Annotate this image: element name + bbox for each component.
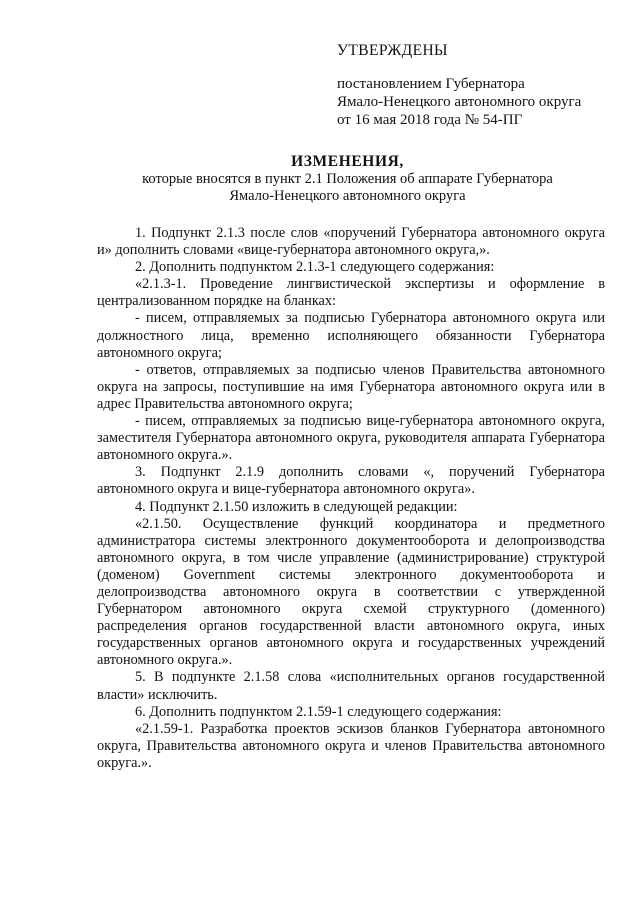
paragraph-2: 2. Дополнить подпунктом 2.1.3-1 следующего содержания:	[135, 259, 495, 276]
approval-line-3: от 16 мая 2018 года № 54-ПГ	[337, 112, 523, 128]
paragraph-3: «2.1.3-1. Проведение лингвистической экспертизы и оформление в централизованном порядке на бланках:	[97, 276, 605, 310]
document-title-block	[90, 152, 605, 205]
document-title: ИЗМЕНЕНИЯ,	[291, 153, 404, 170]
document-body	[97, 225, 605, 772]
paragraph-5: - ответов, отправляемых за подписью членов Правительства автономного округа на запросы, поступившие на имя Губернатора автономного округа или в адрес Правительства автономного округа;	[97, 361, 605, 412]
paragraph-11: 6. Дополнить подпунктом 2.1.59-1 следующего содержания:	[135, 703, 502, 720]
paragraph-1: 1. Подпункт 2.1.3 после слов «поручений Губернатора автономного округа и» дополнить словами «вице-губернатора автономного округа,».	[97, 225, 605, 259]
document-subtitle-line-1: которые вносятся в пункт 2.1 Положения об аппарате Губернатора	[142, 171, 553, 187]
paragraph-9: «2.1.50. Осуществление функций координатора и предметного администратора системы электронного документооборота и делопроизводства автономного округа, в том числе управление (администрирование) структурой (доменом) Government системы электронного документооборота и делопроизводства автономного округа в соответствии с утвержденной Губернатором автономного округа схемой структурного (доменного) распределения органов государственной власти автономного округа, иных государственных органов автономного округа и государственных учреждений автономного округа.».	[97, 515, 605, 669]
paragraph-7: 3. Подпункт 2.1.9 дополнить словами «, поручений Губернатора автономного округа и вице-губернатора автономного округа».	[97, 464, 605, 498]
paragraph-6: - писем, отправляемых за подписью вице-губернатора автономного округа, заместителя Губернатора автономного округа, руководителя аппарата Губернатора автономного округа.».	[97, 413, 605, 464]
approval-heading: УТВЕРЖДЕНЫ	[337, 42, 448, 59]
approval-line-2: Ямало-Ненецкого автономного округа	[337, 94, 582, 110]
paragraph-4: - писем, отправляемых за подписью Губернатора автономного округа или должностного лица, временно исполняющего обязанности Губернатора автономного округа;	[97, 310, 605, 361]
paragraph-12: «2.1.59-1. Разработка проектов эскизов бланков Губернатора автономного округа, Правительства автономного округа и членов Правительства автономного округа.».	[97, 720, 605, 771]
paragraph-10: 5. В подпункте 2.1.58 слова «исполнительных органов государственной власти» исключить.	[97, 669, 605, 703]
document-subtitle-line-2: Ямало-Ненецкого автономного округа	[229, 188, 466, 204]
paragraph-8: 4. Подпункт 2.1.50 изложить в следующей редакции:	[135, 498, 458, 515]
approval-line-1: постановлением Губернатора	[337, 76, 525, 92]
approval-stamp	[337, 42, 627, 129]
